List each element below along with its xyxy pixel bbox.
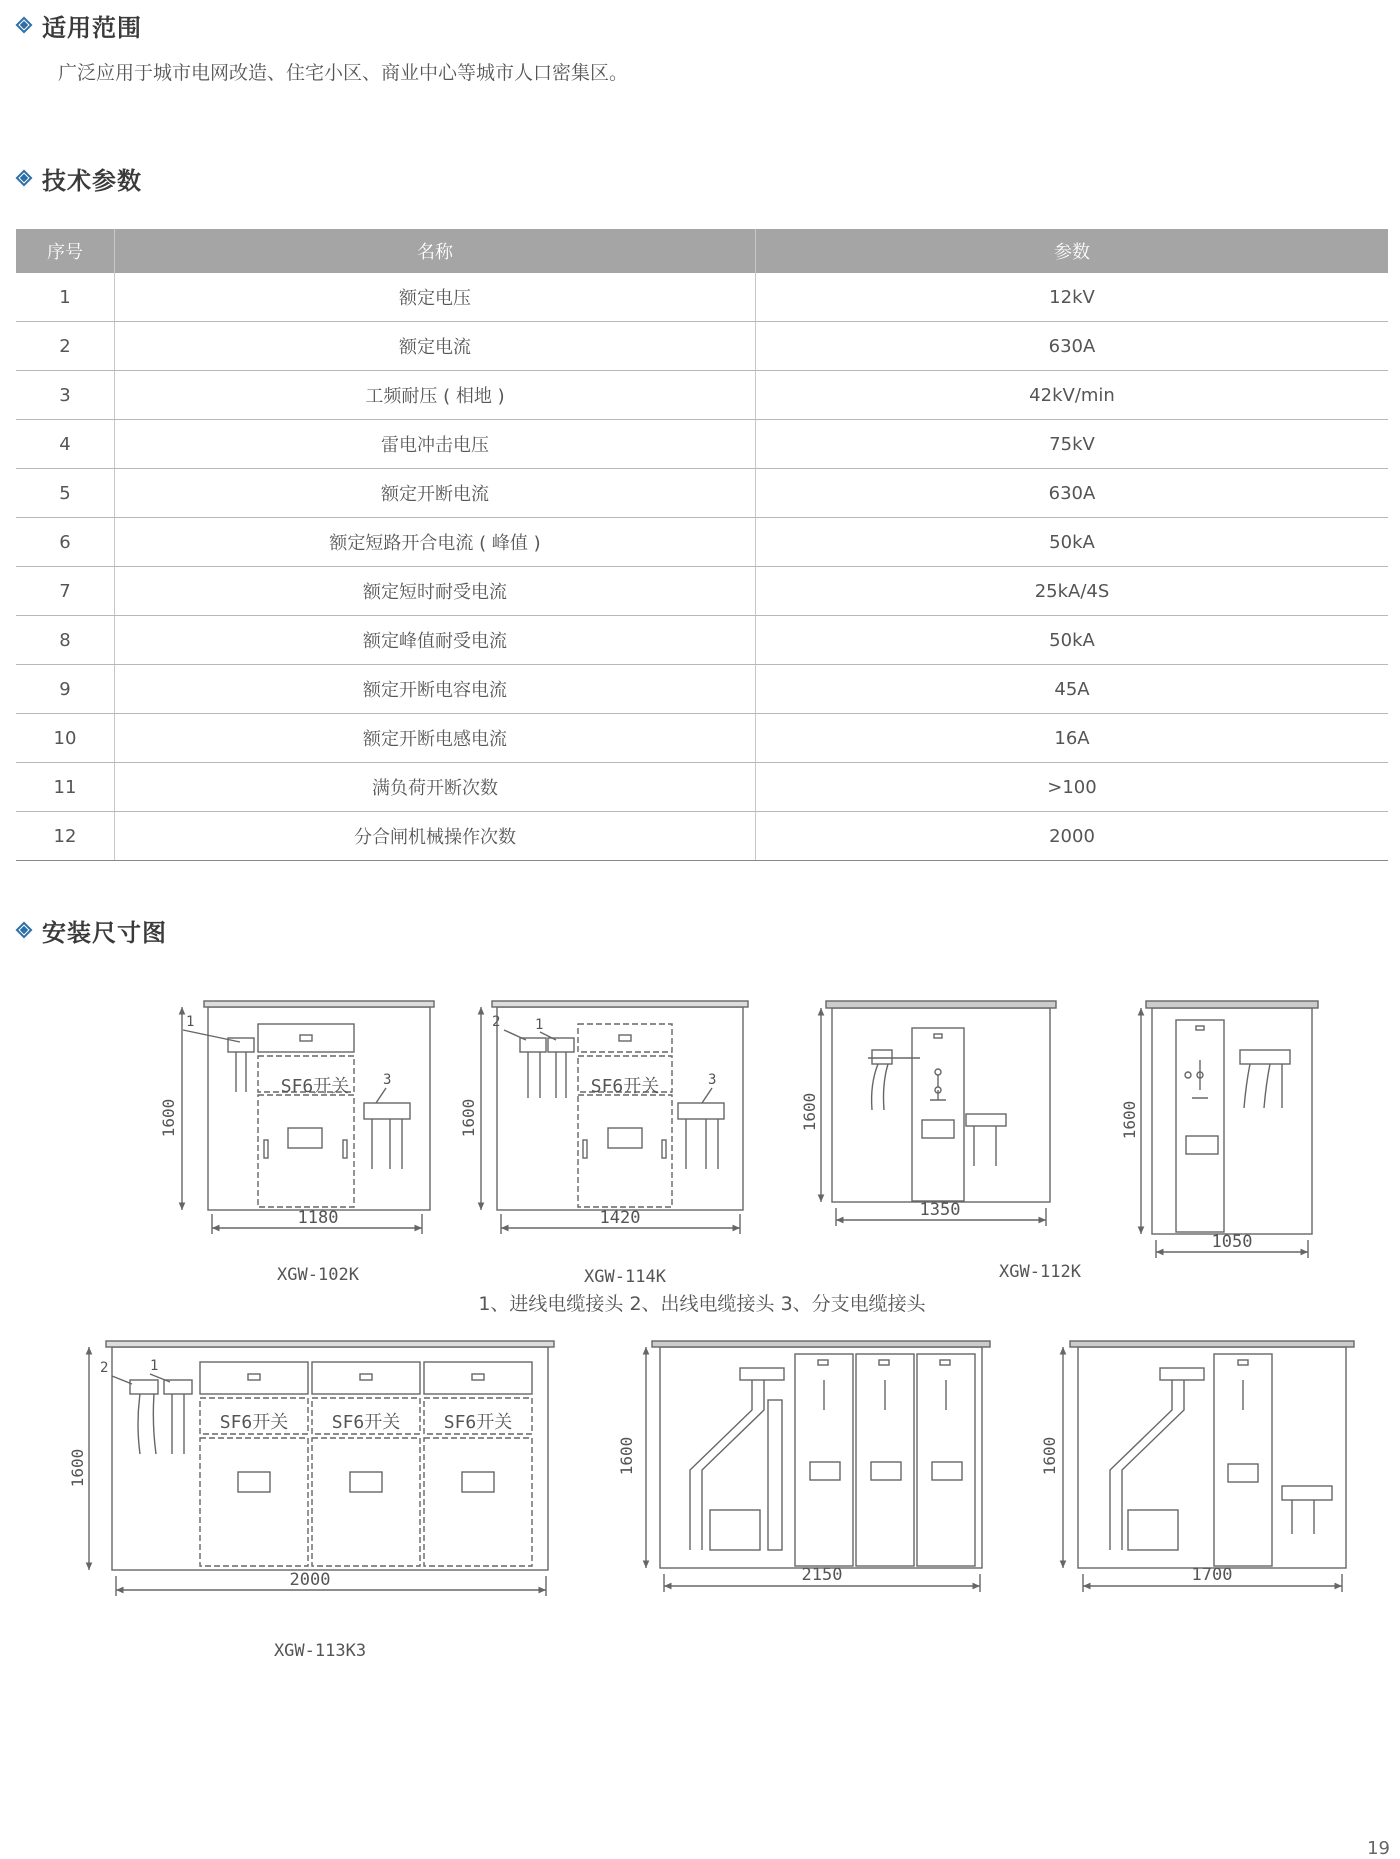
switch-label: SF6开关 <box>219 1412 289 1433</box>
params-table <box>16 229 1388 861</box>
model-label: XGW-112K <box>999 1262 1081 1282</box>
callout-1: 1 <box>535 1017 544 1033</box>
drawing-unit-1050 <box>1120 1001 1318 1258</box>
section-install-header <box>16 913 167 947</box>
height-dimension: 1600 <box>800 1092 819 1132</box>
height-dimension: 1600 <box>159 1098 178 1138</box>
table-row <box>16 518 1388 567</box>
legend-text: 1、进线电缆接头 2、出线电缆接头 3、分支电缆接头 <box>478 1293 926 1315</box>
table-row <box>16 322 1388 371</box>
cell-index: 1 <box>16 273 115 322</box>
drawing-unit-2150 <box>617 1341 990 1592</box>
cell-name: 额定开断电容电流 <box>115 665 756 714</box>
cell-value: 25kA/4S <box>756 567 1389 616</box>
cell-value: 50kA <box>756 616 1389 665</box>
drawing-unit-1700 <box>1040 1341 1354 1592</box>
cell-name: 额定短时耐受电流 <box>115 567 756 616</box>
section-params-title: 技术参数 <box>42 166 142 195</box>
switch-label: SF6开关 <box>590 1076 660 1097</box>
cell-index: 10 <box>16 714 115 763</box>
switch-label: SF6开关 <box>443 1412 513 1433</box>
width-dimension: 1180 <box>297 1208 339 1228</box>
section-params-header <box>16 161 142 195</box>
cell-value: 75kV <box>756 420 1389 469</box>
table-row <box>16 616 1388 665</box>
table-row <box>16 567 1388 616</box>
cell-name: 雷电冲击电压 <box>115 420 756 469</box>
cell-index: 4 <box>16 420 115 469</box>
cell-value: 45A <box>756 665 1389 714</box>
table-row <box>16 714 1388 763</box>
table-row <box>16 763 1388 812</box>
header-value: 参数 <box>756 229 1389 273</box>
cell-value: 2000 <box>756 812 1389 861</box>
cell-name: 分合闸机械操作次数 <box>115 812 756 861</box>
drawing-xgw-114k <box>459 1001 748 1287</box>
cell-name: 额定电压 <box>115 273 756 322</box>
cell-name: 额定短路开合电流 ( 峰值 ) <box>115 518 756 567</box>
callout-3: 3 <box>708 1072 717 1088</box>
cell-name: 满负荷开断次数 <box>115 763 756 812</box>
table-row <box>16 812 1388 861</box>
table-row <box>16 665 1388 714</box>
cell-name: 额定开断电流 <box>115 469 756 518</box>
height-dimension: 1600 <box>617 1436 636 1476</box>
table-row <box>16 273 1388 322</box>
drawing-xgw-113k3 <box>68 1341 554 1661</box>
cell-value: >100 <box>756 763 1389 812</box>
cell-index: 6 <box>16 518 115 567</box>
width-dimension: 1050 <box>1211 1232 1253 1252</box>
callout-1: 1 <box>186 1014 195 1030</box>
cell-index: 12 <box>16 812 115 861</box>
cell-index: 5 <box>16 469 115 518</box>
cell-name: 额定开断电感电流 <box>115 714 756 763</box>
header-name: 名称 <box>115 229 756 273</box>
width-dimension: 2000 <box>289 1570 331 1590</box>
callout-2: 2 <box>492 1014 501 1030</box>
cell-index: 8 <box>16 616 115 665</box>
cell-index: 7 <box>16 567 115 616</box>
section-install-title: 安装尺寸图 <box>42 918 167 947</box>
cell-name: 额定峰值耐受电流 <box>115 616 756 665</box>
diamond-bullet-icon <box>16 922 32 938</box>
table-row <box>16 469 1388 518</box>
header-index: 序号 <box>16 229 115 273</box>
callout-2: 2 <box>100 1360 109 1376</box>
width-dimension: 2150 <box>801 1565 843 1585</box>
model-label: XGW-102K <box>277 1265 359 1285</box>
installation-drawings <box>0 990 1400 1690</box>
cell-value: 630A <box>756 322 1389 371</box>
cell-index: 11 <box>16 763 115 812</box>
table-row <box>16 371 1388 420</box>
cell-index: 3 <box>16 371 115 420</box>
cell-name: 工频耐压 ( 相地 ) <box>115 371 756 420</box>
width-dimension: 1420 <box>599 1208 641 1228</box>
drawing-xgw-102k <box>159 1001 434 1285</box>
table-header-row <box>16 229 1388 273</box>
cell-value: 630A <box>756 469 1389 518</box>
width-dimension: 1700 <box>1191 1565 1233 1585</box>
width-dimension: 1350 <box>919 1200 961 1220</box>
cell-name: 额定电流 <box>115 322 756 371</box>
height-dimension: 1600 <box>459 1098 478 1138</box>
cell-index: 2 <box>16 322 115 371</box>
height-dimension: 1600 <box>1040 1436 1059 1476</box>
callout-1: 1 <box>150 1358 159 1374</box>
section-scope-header <box>16 8 142 42</box>
switch-label: SF6开关 <box>280 1076 350 1097</box>
section-scope-title: 适用范围 <box>42 13 142 42</box>
height-dimension: 1600 <box>68 1448 87 1488</box>
page-number: 19 <box>1367 1838 1390 1859</box>
height-dimension: 1600 <box>1120 1100 1139 1140</box>
cell-value: 50kA <box>756 518 1389 567</box>
cell-value: 42kV/min <box>756 371 1389 420</box>
diamond-bullet-icon <box>16 17 32 33</box>
scope-text: 广泛应用于城市电网改造、住宅小区、商业中心等城市人口密集区。 <box>58 62 629 84</box>
cell-index: 9 <box>16 665 115 714</box>
model-label: XGW-114K <box>584 1267 666 1287</box>
drawing-xgw-112k <box>800 1001 1082 1282</box>
table-row <box>16 420 1388 469</box>
model-label: XGW-113K3 <box>273 1641 367 1661</box>
callout-3: 3 <box>383 1072 392 1088</box>
cell-value: 16A <box>756 714 1389 763</box>
cell-value: 12kV <box>756 273 1389 322</box>
switch-label: SF6开关 <box>331 1412 401 1433</box>
diamond-bullet-icon <box>16 170 32 186</box>
